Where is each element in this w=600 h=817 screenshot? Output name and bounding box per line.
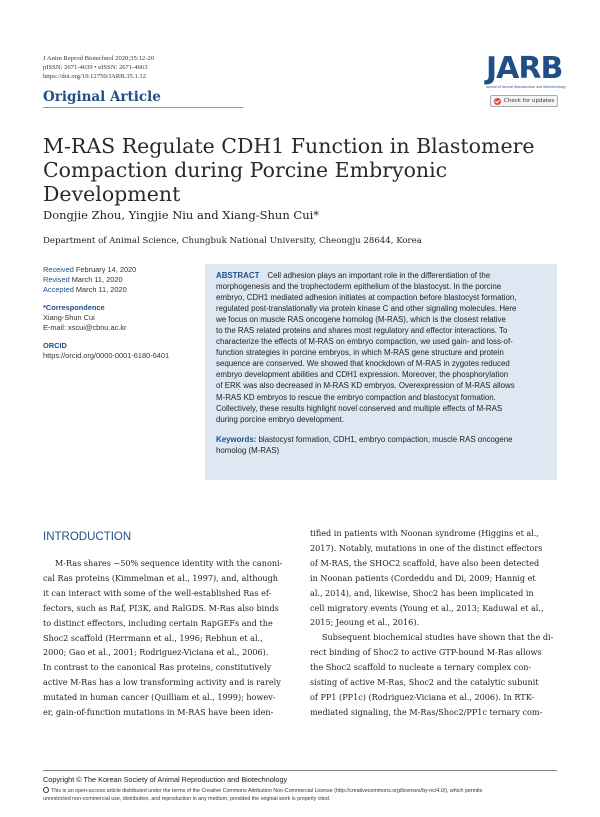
creative-commons-icon <box>43 787 49 793</box>
keywords-line: Keywords: blastocyst formation, CDH1, embryo compaction, muscle RAS oncogene <box>216 434 513 444</box>
introduction-heading: INTRODUCTION <box>43 531 132 543</box>
abstract-line: to the RAS related proteins and shares most regulatory and effector interactions. To <box>216 326 508 336</box>
body-line: 2017). Notably, mutations in one of the distinct effectors <box>310 542 543 553</box>
journal-citation: J Anim Reprod Biotechnol 2020;35:12-20 <box>43 55 154 62</box>
body-line: In contrast to the canonical Ras proteins, constitutively <box>43 662 272 673</box>
license-line: unrestricted non-commercial use, distribution, and reproduction in any medium, provided the original work is properly cited. <box>43 796 331 802</box>
license-line: This is an open-access article distributed under the terms of the Creative Commons Attribution Non-Commercial License (http://creativecommons.org/licenses/by-nc/4.0/), which permits <box>43 787 563 795</box>
check-updates-label: Check for updates <box>504 98 555 104</box>
check-updates-button[interactable] <box>490 95 558 107</box>
abstract-line: regulated post-translationally via protein kinase C and other signaling molecules. Here <box>216 304 517 314</box>
abstract-line: characterize the effects of M-RAS on embryo compaction, we used gain- and loss-of- <box>216 337 513 347</box>
author-list: Dongjie Zhou, Yingjie Niu and Xiang-Shun Cui* <box>43 208 320 222</box>
body-line: in Noonan patients (Cordeddu and Di, 2009; Hannig et <box>310 572 536 583</box>
journal-issn: pISSN: 2671-4639 • eISSN: 2671-4663 <box>43 64 148 71</box>
body-column-left <box>43 556 297 720</box>
abstract-line: sequence are conserved. We showed that knockdown of M-RAS in zygotes reduced <box>216 359 510 369</box>
title-line: M-RAS Regulate CDH1 Function in Blastomere <box>43 134 535 158</box>
abstract-line: Collectively, these results highlight novel conserved and multiple effects of M-RAS <box>216 403 503 413</box>
body-line: er, gain-of-function mutations in M-RAS have been iden- <box>43 707 274 718</box>
article-type: Original Article <box>43 89 161 105</box>
check-updates-icon <box>494 98 501 105</box>
body-line: al., 2014), and, likewise, Shoc2 has been implicated in <box>310 587 534 598</box>
body-line: sisting of active M-Ras, Shoc2 and the catalytic subunit <box>310 677 539 688</box>
keywords-label: Keywords: <box>216 434 257 444</box>
abstract-line: embryo, CDH1 mediated adhesion initiates at compaction before blastocyst formation, <box>216 293 517 303</box>
body-line: the Shoc2 scaffold to nucleate a ternary complex con- <box>310 662 532 673</box>
abstract-line: embryo development abilities and CDH1 expression. Moreover, the phosphorylation <box>216 370 509 380</box>
accepted-date: Accepted March 11, 2020 <box>43 285 127 294</box>
orcid-link[interactable]: https://orcid.org/0000-0001-6180-6401 <box>43 351 170 360</box>
received-date: Received February 14, 2020 <box>43 265 137 274</box>
header-divider <box>43 107 243 108</box>
article-info-sidebar <box>43 265 193 361</box>
affiliation: Department of Animal Science, Chungbuk National University, Cheongju 28644, Korea <box>43 236 422 246</box>
article-title <box>43 134 563 206</box>
abstract-line: morphogenesis and the trophectoderm epithelium of the blastocyst. In the porcine <box>216 282 502 292</box>
abstract-line: of ERK was also decreased in M-RAS KD embryos. Overexpression of M-RAS allows <box>216 381 515 391</box>
abstract-text <box>216 270 548 425</box>
body-column-right <box>310 526 558 720</box>
title-line: Compaction during Porcine Embryonic <box>43 158 448 182</box>
body-line: mediated signaling, the M-Ras/Shoc2/PP1c ternary com- <box>310 706 543 717</box>
body-line: it can interact with some of the well-established Ras ef- <box>43 587 272 598</box>
body-line: M-Ras shares ~50% sequence identity with the canoni- <box>55 558 283 568</box>
body-line: cell migratory events (Young et al., 2013; Kaduwal et al., <box>310 602 544 613</box>
abstract-heading: ABSTRACT <box>216 271 260 280</box>
revised-date: Revised March 11, 2020 <box>43 275 123 284</box>
body-line: 2000; Gao et al., 2001; Rodriguez-Viciana et al., 2006). <box>43 647 269 658</box>
correspondence-email[interactable]: E-mail: xscui@cbnu.ac.kr <box>43 323 127 332</box>
abstract-line: we focus on muscle RAS oncogene homolog (M-RAS), which is the closest relative <box>216 315 506 325</box>
body-line: of PP1 (PP1c) (Rodriguez-Viciana et al., 2006). In RTK- <box>310 691 534 702</box>
body-line: tified in patients with Noonan syndrome (Higgins et al., <box>310 528 539 538</box>
abstract-line: ABSTRACT Cell adhesion plays an important role in the differentiation of the <box>216 271 491 280</box>
journal-logo <box>486 51 567 89</box>
copyright-notice: Copyright © The Korean Society of Animal Reproduction and Biotechnology <box>43 775 288 784</box>
keywords <box>216 434 548 456</box>
abstract-line: M-RAS KD embryos to rescue the embryo compaction and blastocyst formation. <box>216 392 496 402</box>
keywords-line: homolog (M-RAS) <box>216 445 280 455</box>
abstract-line: function strategies in porcine embryos, in which M-RAS gene structure and protein <box>216 348 504 358</box>
body-line: of M-RAS, the SHOC2 scaffold, have also been detected <box>310 557 540 568</box>
body-line: active M-Ras has a low transforming activity and is rarely <box>43 677 281 688</box>
logo-text: JARB <box>486 51 563 86</box>
journal-doi[interactable]: https://doi.org/10.12750/JARB.35.1.12 <box>43 73 147 80</box>
logo-subtitle: Journal of Animal Reproduction and Biotechnology <box>486 85 567 89</box>
title-line: Development <box>43 182 181 206</box>
body-line: fectors, such as Raf, PI3K, and RalGDS. M-Ras also binds <box>43 602 279 613</box>
abstract-line: during porcine embryo development. <box>216 414 345 424</box>
body-line: to distinct effectors, including certain RapGEFs and the <box>43 617 273 628</box>
body-line: rect binding of Shoc2 to active GTP-bound M-Ras allows <box>310 647 542 658</box>
abstract-box <box>205 264 557 480</box>
body-line: mutated in human cancer (Quilliam et al., 1999); howev- <box>43 692 276 703</box>
footer-divider <box>43 770 557 771</box>
journal-meta <box>43 54 154 81</box>
body-line: Subsequent biochemical studies have shown that the di- <box>322 632 554 643</box>
orcid-label: ORCID <box>43 341 67 350</box>
correspondence-label: *Correspondence <box>43 303 105 312</box>
body-line: cal Ras proteins (Kimmelman et al., 1997), and, although <box>43 572 279 583</box>
body-line: 2015; Jeoung et al., 2016). <box>310 617 420 628</box>
correspondence-name: Xiang-Shun Cui <box>43 313 95 322</box>
body-line: Shoc2 scaffold (Herrmann et al., 1996; Rebhun et al., <box>43 632 263 643</box>
license-notice <box>43 787 563 803</box>
